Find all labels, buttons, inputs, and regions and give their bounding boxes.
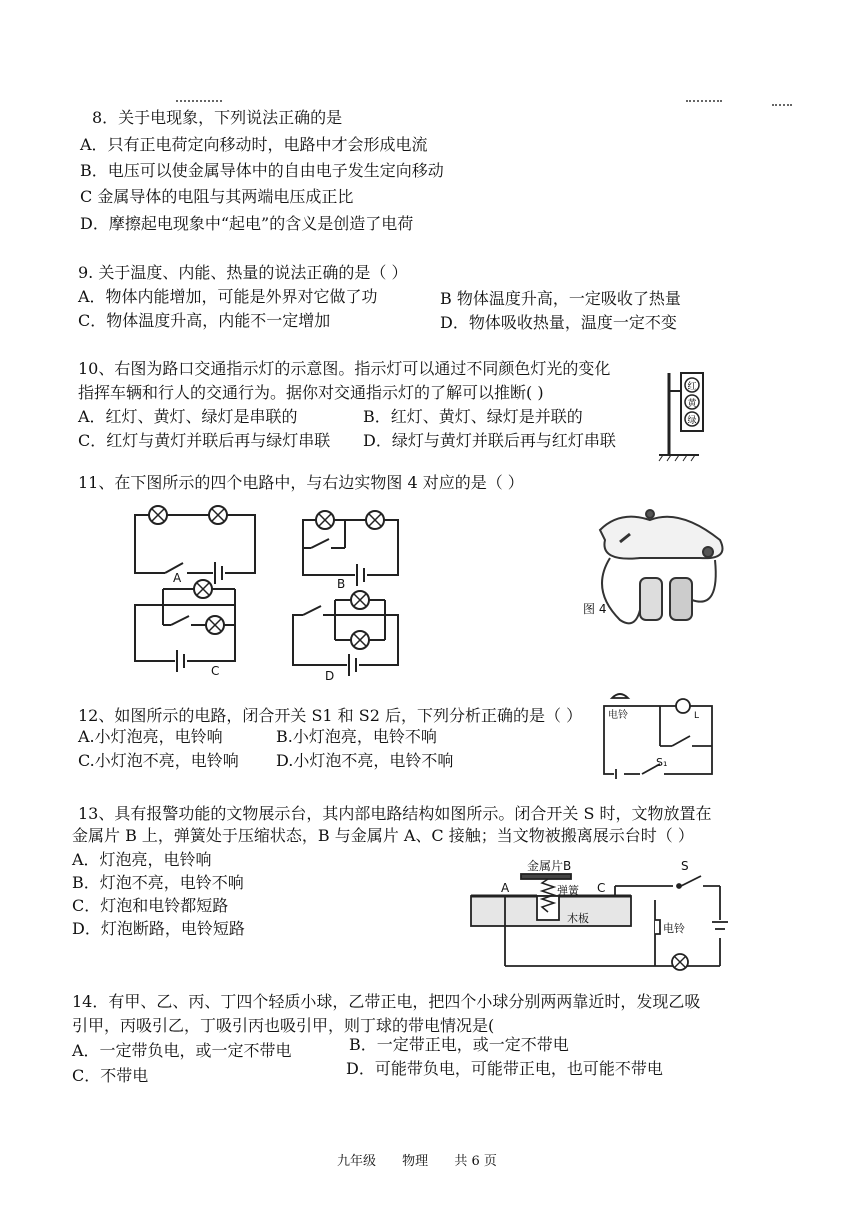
circuit-d: [293, 591, 398, 683]
option-a: A．红灯、黄灯、绿灯是串联的: [78, 407, 298, 426]
metal-c-label: C: [597, 881, 606, 895]
footer-subject: 物理: [402, 1154, 429, 1169]
metal-plate-b-label: 金属片B: [527, 859, 572, 873]
option-c: C．灯泡和电铃都短路: [72, 896, 229, 915]
question-stem: 12、如图所示的电路，闭合开关 S1 和 S2 后，下列分析正确的是（ ）: [78, 706, 583, 725]
question-stem-line-1: 10、右图为路口交通指示灯的示意图。指示灯可以通过不同颜色灯光的变化: [78, 359, 611, 378]
spring-label: 弹簧: [557, 884, 579, 897]
option-d: D．摩擦起电现象中“起电”的含义是创造了电荷: [80, 214, 414, 233]
option-c: C．不带电: [72, 1066, 149, 1085]
option-b: B．一定带正电，或一定不带电: [349, 1035, 569, 1054]
bell-label: 电铃: [663, 922, 685, 935]
traffic-light-figure: [655, 365, 717, 465]
option-a: A．灯泡亮，电铃响: [72, 850, 212, 869]
footer-grade: 九年级: [337, 1154, 377, 1169]
metal-a-label: A: [501, 881, 510, 895]
question-stem-line-2: 金属片 B 上，弹簧处于压缩状态，B 与金属片 A、C 接触；当文物被搬离展示台时（ ）: [72, 826, 694, 845]
question-11-stem: 11、在下图所示的四个电路中，与右边实物图 4 对应的是（ ）: [78, 473, 524, 492]
circuit-a: [135, 506, 255, 586]
option-b: B．红灯、黄灯、绿灯是并联的: [363, 407, 583, 426]
footer-page-count: 共 6 页: [454, 1154, 497, 1169]
option-d: D．灯泡断路，电铃短路: [72, 919, 245, 938]
option-b: B.小灯泡亮，电铃不响: [276, 727, 437, 746]
question-stem-line-2: 指挥车辆和行人的交通行为。据你对交通指示灯的了解可以推断( ): [78, 383, 544, 402]
option-b: B．电压可以使金属导体中的自由电子发生定向移动: [80, 161, 444, 180]
question-stem-line-1: 14．有甲、乙、丙、丁四个轻质小球，乙带正电，把四个小球分别两两靠近时，发现乙吸: [72, 992, 701, 1011]
option-d: D．绿灯与黄灯并联后再与红灯串联: [363, 431, 616, 450]
question-stem-line-2: 引甲，丙吸引乙，丁吸引丙也吸引甲，则丁球的带电情况是(: [72, 1016, 495, 1035]
option-a: A．物体内能增加，可能是外界对它做了功: [78, 287, 378, 306]
label-c: C: [211, 664, 220, 678]
option-a: A．只有正电荷定向移动时，电路中才会形成电流: [80, 135, 428, 154]
page-footer: [337, 1150, 519, 1169]
option-c: C．物体温度升高，内能不一定增加: [78, 311, 331, 330]
option-d: D.小灯泡不亮，电铃不响: [276, 751, 454, 770]
option-a: A.小灯泡亮，电铃响: [78, 727, 223, 746]
switch-label: S₁: [656, 756, 668, 769]
option-b: B 物体温度升高，一定吸收了热量: [440, 289, 681, 308]
question-stem: 8．关于电现象，下列说法正确的是: [92, 108, 343, 127]
option-d: D．物体吸收热量，温度一定不变: [440, 313, 677, 332]
board-label: 木板: [567, 912, 589, 925]
physical-circuit-photo: [580, 500, 735, 640]
bell-lamp-circuit-figure: [598, 692, 718, 782]
red-light-label: 红: [687, 382, 697, 392]
circuit-c: [135, 580, 235, 678]
lamp-label: L: [694, 711, 700, 721]
option-d: D．可能带负电，可能带正电，也可能不带电: [346, 1059, 663, 1078]
option-c: C 金属导体的电阻与其两端电压成正比: [80, 187, 354, 206]
scan-mark: [772, 104, 792, 106]
question-stem: 9. 关于温度、内能、热量的说法正确的是（ ）: [78, 263, 408, 282]
green-light-label: 绿: [687, 416, 697, 426]
label-a: A: [173, 571, 182, 585]
bell-label: 电铃: [608, 710, 628, 721]
option-a: A．一定带负电，或一定不带电: [72, 1041, 292, 1060]
alarm-display-circuit-figure: [465, 850, 730, 980]
circuit-options-figure: [125, 500, 425, 690]
yellow-light-label: 黄: [687, 399, 697, 409]
scan-mark: [176, 100, 222, 102]
option-b: B．灯泡不亮，电铃不响: [72, 873, 244, 892]
figure-4-label: 图 4: [583, 602, 607, 616]
label-b: B: [337, 577, 346, 591]
label-d: D: [325, 669, 335, 683]
question-stem-line-1: 13、具有报警功能的文物展示台，其内部电路结构如图所示。闭合开关 S 时，文物放置在: [78, 804, 712, 823]
circuit-b: [303, 511, 398, 591]
option-c: C．红灯与黄灯并联后再与绿灯串联: [78, 431, 331, 450]
option-c: C.小灯泡不亮，电铃响: [78, 751, 239, 770]
scan-mark: [686, 100, 722, 102]
switch-s-label: S: [681, 859, 689, 873]
